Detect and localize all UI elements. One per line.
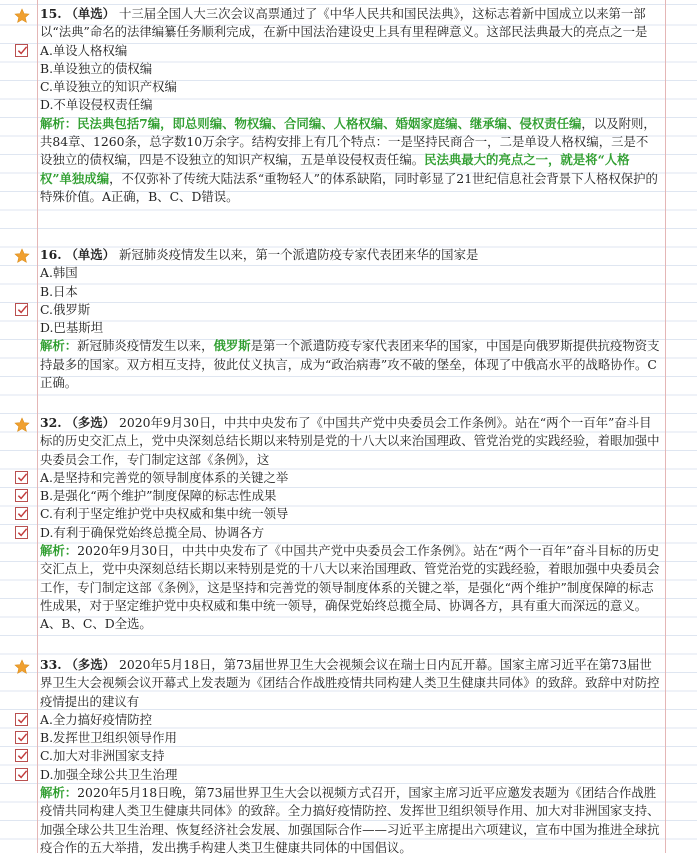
explanation (40, 337, 660, 392)
option-text: C.有利于坚定维护党中央权威和集中统一领导 (40, 506, 289, 522)
question-number: 16. (40, 247, 62, 262)
option-row[interactable] (40, 766, 660, 784)
option-row[interactable] (40, 78, 660, 96)
question-type: （多选） (65, 657, 116, 672)
question-text: 新冠肺炎疫情发生以来，第一个派遣防疫专家代表团来华的国家是 (119, 247, 479, 262)
option-row[interactable] (40, 487, 660, 505)
left-margin-line (37, 0, 38, 853)
explanation (40, 115, 660, 206)
explanation-highlight: 民法典包括7编，即总则编、物权编、合同编、人格权编、婚姻家庭编、继承编、侵权责任编 (77, 115, 582, 131)
option-row[interactable] (40, 711, 660, 729)
checkmark-icon[interactable] (15, 471, 28, 484)
star-icon[interactable] (14, 417, 30, 433)
options (40, 264, 660, 337)
option-text: A.是坚持和完善党的领导制度体系的关键之举 (40, 469, 289, 485)
option-text: D.有利于确保党始终总揽全局、协调各方 (40, 524, 265, 540)
option-text: B.是强化“两个维护”制度保障的标志性成果 (40, 488, 277, 504)
question-type: （单选） (65, 6, 116, 21)
star-icon[interactable] (14, 659, 30, 675)
question-text: 2020年5月18日，第73届世界卫生大会视频会议在瑞士日内瓦开幕。国家主席习近平在第73届世界卫生大会视频会议开幕式上发表题为《团结合作战胜疫情共同构建人类卫生健康共同体》的致辞。致辞中对防控疫情提出的建议有 (40, 657, 660, 709)
explanation-text: 2020年9月30日，中共中央发布了《中国共产党中央委员会工作条例》。站在“两个一百年”奋斗目标的历史交汇点上，党中央深刻总结长期以来特别是党的十八大以来治国理政、管党治党的实践经验，着眼加强中央委员会工作，专门制定这部《条例》，这是坚持和完善党的领导制度体系的关键之举，是强化“两个维护”制度保障的标志性成果，对于坚定维护党中央权威和集中统一领导，确保党始终总揽全局、协调各方，具有重大而深远的意义。A、B、C、D全选。 (40, 543, 660, 632)
option-row[interactable] (40, 729, 660, 747)
checkmark-icon[interactable] (15, 749, 28, 762)
options (40, 42, 660, 115)
star-icon[interactable] (14, 248, 30, 264)
explanation-highlight: 民法典最大的亮点之一，就是将“人格权”单独成编 (40, 152, 630, 186)
option-row[interactable] (40, 42, 660, 60)
option-text: D.巴基斯坦 (40, 320, 103, 336)
explanation-text: ，不仅弥补了传统大陆法系“重物轻人”的体系缺陷，同时彰显了21世纪信息社会背景下人格权保护的特殊价值。A正确，B、C、D错误。 (40, 170, 658, 204)
question-text: 2020年9月30日，中共中央发布了《中国共产党中央委员会工作条例》。站在“两个一百年”奋斗目标的历史交汇点上，党中央深刻总结长期以来特别是党的十八大以来治国理政、管党治党的实践经验，着眼加强中央委员会工作，专门制定这部《条例》，这 (40, 415, 660, 467)
option-text: C.单设独立的知识产权编 (40, 79, 177, 95)
option-text: B.单设独立的债权编 (40, 60, 153, 76)
options (40, 711, 660, 784)
option-row[interactable] (40, 283, 660, 301)
question-body (40, 414, 660, 634)
question-body (40, 656, 660, 857)
explanation-highlight: 俄罗斯 (213, 338, 251, 354)
option-text: D.不单设侵权责任编 (40, 97, 153, 113)
question-number: 15. (40, 6, 62, 21)
explanation-text: 是第一个派遣防疫专家代表团来华的国家，中国是向俄罗斯提供抗疫物资支持最多的国家。双方相互支持，彼此仗义执言，成为“政治病毒”攻不破的堡垒，体现了中俄高水平的战略协作。C正确。 (40, 338, 660, 391)
explanation-label: 解析： (40, 338, 78, 354)
option-row[interactable] (40, 264, 660, 282)
option-text: C.俄罗斯 (40, 301, 91, 317)
option-text: A.韩国 (40, 265, 78, 281)
option-row[interactable] (40, 96, 660, 114)
question-body (40, 5, 660, 206)
option-text: D.加强全球公共卫生治理 (40, 766, 178, 782)
question-type: （单选） (65, 247, 116, 262)
question-number: 32. (40, 415, 62, 430)
checkmark-icon[interactable] (15, 526, 28, 539)
option-text: C.加大对非洲国家支持 (40, 748, 165, 764)
question-stem (40, 5, 660, 42)
question-number: 33. (40, 657, 62, 672)
option-row[interactable] (40, 505, 660, 523)
option-row[interactable] (40, 319, 660, 337)
option-text: B.日本 (40, 283, 78, 299)
question-stem (40, 656, 660, 711)
option-row[interactable] (40, 747, 660, 765)
explanation (40, 784, 660, 857)
checkmark-icon[interactable] (15, 44, 28, 57)
option-text: A.单设人格权编 (40, 42, 128, 58)
explanation-text: 2020年5月18日晚，第73届世界卫生大会以视频方式召开，国家主席习近平应邀发表题为《团结合作战胜疫情共同构建人类卫生健康共同体》的致辞。全力搞好疫情防控、发挥世卫组织领导作用、加大对非洲国家支持、加强全球公共卫生治理、恢复经济社会发展、加强国际合作——习近平主席提出六项建议，宣布中国为推进全球抗疫合作的五大举措，发出携手构建人类卫生健康共同体的中国倡议。 (40, 785, 660, 855)
explanation-label: 解析： (40, 543, 78, 559)
explanation-label: 解析： (40, 115, 78, 131)
explanation-text: 新冠肺炎疫情发生以来， (77, 338, 214, 354)
question-body (40, 246, 660, 392)
question-stem (40, 414, 660, 469)
checkmark-icon[interactable] (15, 303, 28, 316)
question-type: （多选） (65, 415, 116, 430)
right-margin-line (665, 0, 666, 853)
star-icon[interactable] (14, 8, 30, 24)
checkmark-icon[interactable] (15, 489, 28, 502)
explanation (40, 542, 660, 633)
option-row[interactable] (40, 60, 660, 78)
checkmark-icon[interactable] (15, 768, 28, 781)
explanation-text: ，以及附则，共84章、1260条，总字数10万余字。结构安排上有几个特点：一是坚持民商合一，二是单设人格权编，三是不设独立的债权编，四是不设独立的知识产权编，五是单设侵权责任编。 (40, 115, 656, 168)
option-text: B.发挥世卫组织领导作用 (40, 730, 177, 746)
checkmark-icon[interactable] (15, 713, 28, 726)
options (40, 469, 660, 542)
option-row[interactable] (40, 469, 660, 487)
question-stem (40, 246, 660, 264)
option-row[interactable] (40, 301, 660, 319)
explanation-label: 解析： (40, 785, 78, 801)
checkmark-icon[interactable] (15, 731, 28, 744)
option-row[interactable] (40, 524, 660, 542)
option-text: A.全力搞好疫情防控 (40, 711, 153, 727)
question-text: 十三届全国人大三次会议高票通过了《中华人民共和国民法典》，这标志着新中国成立以来第一部以“法典”命名的法律编纂任务顺利完成，在新中国法治建设史上具有里程碑意义。这部民法典最大的亮点之一是 (40, 6, 648, 40)
checkmark-icon[interactable] (15, 507, 28, 520)
